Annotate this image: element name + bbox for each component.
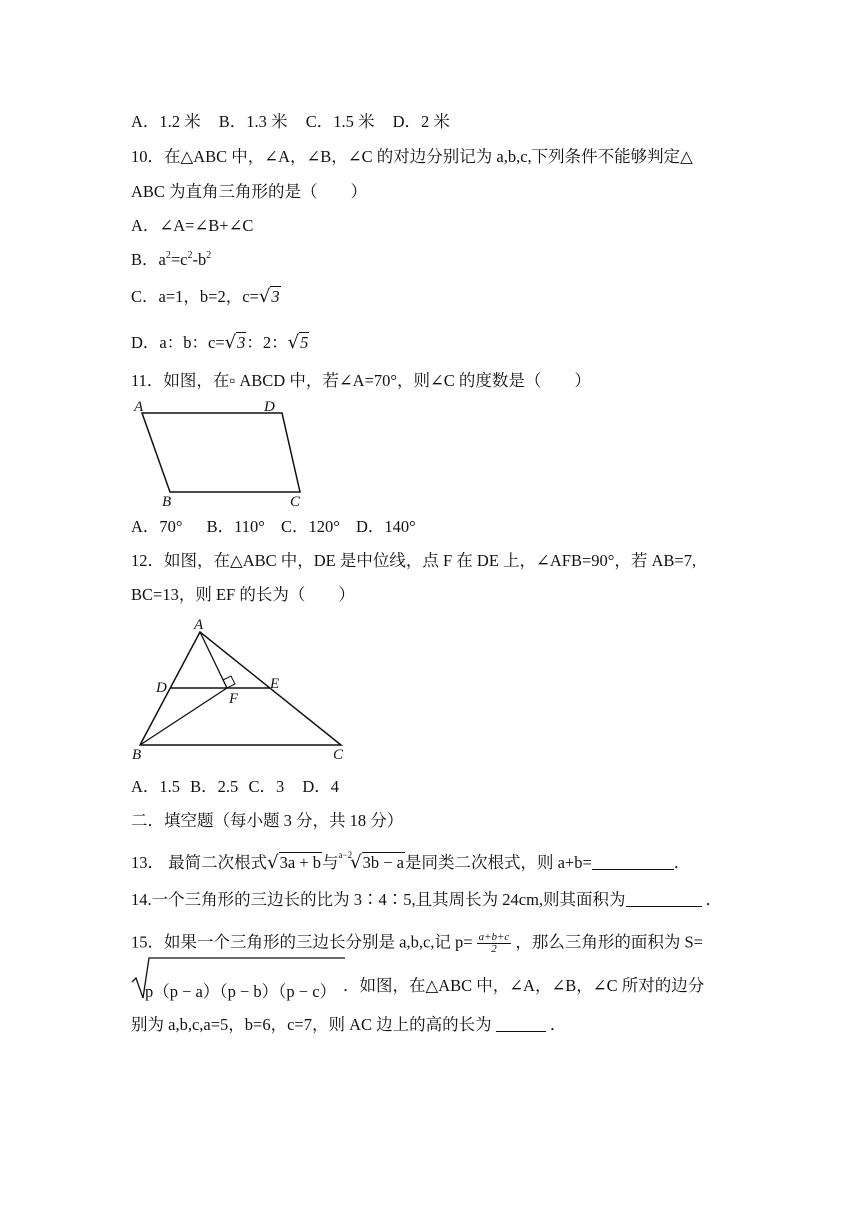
label-b: B [132,747,142,763]
q10-option-b: B．$a^2=c^2-b^2$ [131,250,212,269]
sqrt-expression: √5 [287,332,309,353]
option-a: A．1.2 米 [131,112,201,131]
q10-option-d: D．a：b：c=√3：2：√5 [131,332,309,353]
q14: 14.一个三角形的三边长的比为 3∶4∶5,且其周长为 24cm,则其面积为 ． [131,890,723,909]
answer-blank[interactable] [592,855,674,870]
sqrt-expression: √3a + b [267,852,321,873]
q11-options: A．70° B．110° C．120° D．140° [131,517,416,536]
answer-blank[interactable] [626,892,702,907]
q10-option-a: A．∠A=∠B+∠C [131,216,254,235]
triangle-figure [128,616,358,766]
label-a: A [134,399,144,415]
label-d: D [264,399,275,415]
parallelogram-figure [128,396,318,510]
option-d: D．2 米 [392,112,450,131]
section-heading: 二．填空题（每小题 3 分，共 18 分） [131,811,404,830]
sqrt-expression: √3 [258,286,280,307]
label-c: C [333,747,344,763]
label-d: D [156,680,167,696]
q15-line2: ．如图，在△ABC 中，∠A，∠B，∠C 所对的边分 [343,976,705,995]
option-b: B．1.3 米 [218,112,288,131]
q13: 13． 最简二次根式√3a + b与$^{a-2}$√3b − a是同类二次根式，则 a+b= ． [131,850,691,873]
q12-stem-line1: 12．如图，在△ABC 中，DE 是中位线，点 F 在 DE 上，∠AFB=90°，若 AB=7, [131,551,697,570]
q15-line3: 别为 a,b,c,a=5，b=6，c=7，则 AC 边上的高的长为 ． [131,1015,567,1034]
nth-root-expression: √3b − a [350,852,404,873]
answer-blank[interactable] [496,1017,546,1032]
label-e: E [270,676,280,692]
label-a: A [194,617,204,633]
q12-stem-line2: BC=13，则 EF 的长为（ ） [131,585,355,604]
q9-options [131,114,450,131]
q10-stem-line1: 10．在△ABC 中，∠A，∠B，∠C 的对边分别记为 a,b,c,下列条件不能够判定△ [131,147,693,166]
label-c: C [290,494,301,510]
q12-options: A．1.5 B．2.5 C．3 D．4 [131,777,339,796]
q11-stem: 11．如图，在▫ ABCD 中，若∠A=70°，则∠C 的度数是（ ） [131,371,591,390]
label-f: F [229,691,239,707]
fraction-p: $\frac{a+b+c}{2}$ [478,931,510,955]
option-c: C．1.5 米 [305,112,375,131]
label-b: B [162,494,172,510]
sqrt-expression: √3 [224,332,246,353]
q10-option-c: C．a=1，b=2，c=√3 [131,286,280,307]
q10-stem-line2: ABC 为直角三角形的是（ ） [131,182,368,201]
q15-line1: 15．如果一个三角形的三边长分别是 a,b,c,记 p= $\frac{a+b+c}{2}$ ，那么三角形的面积为 S= [131,931,703,955]
